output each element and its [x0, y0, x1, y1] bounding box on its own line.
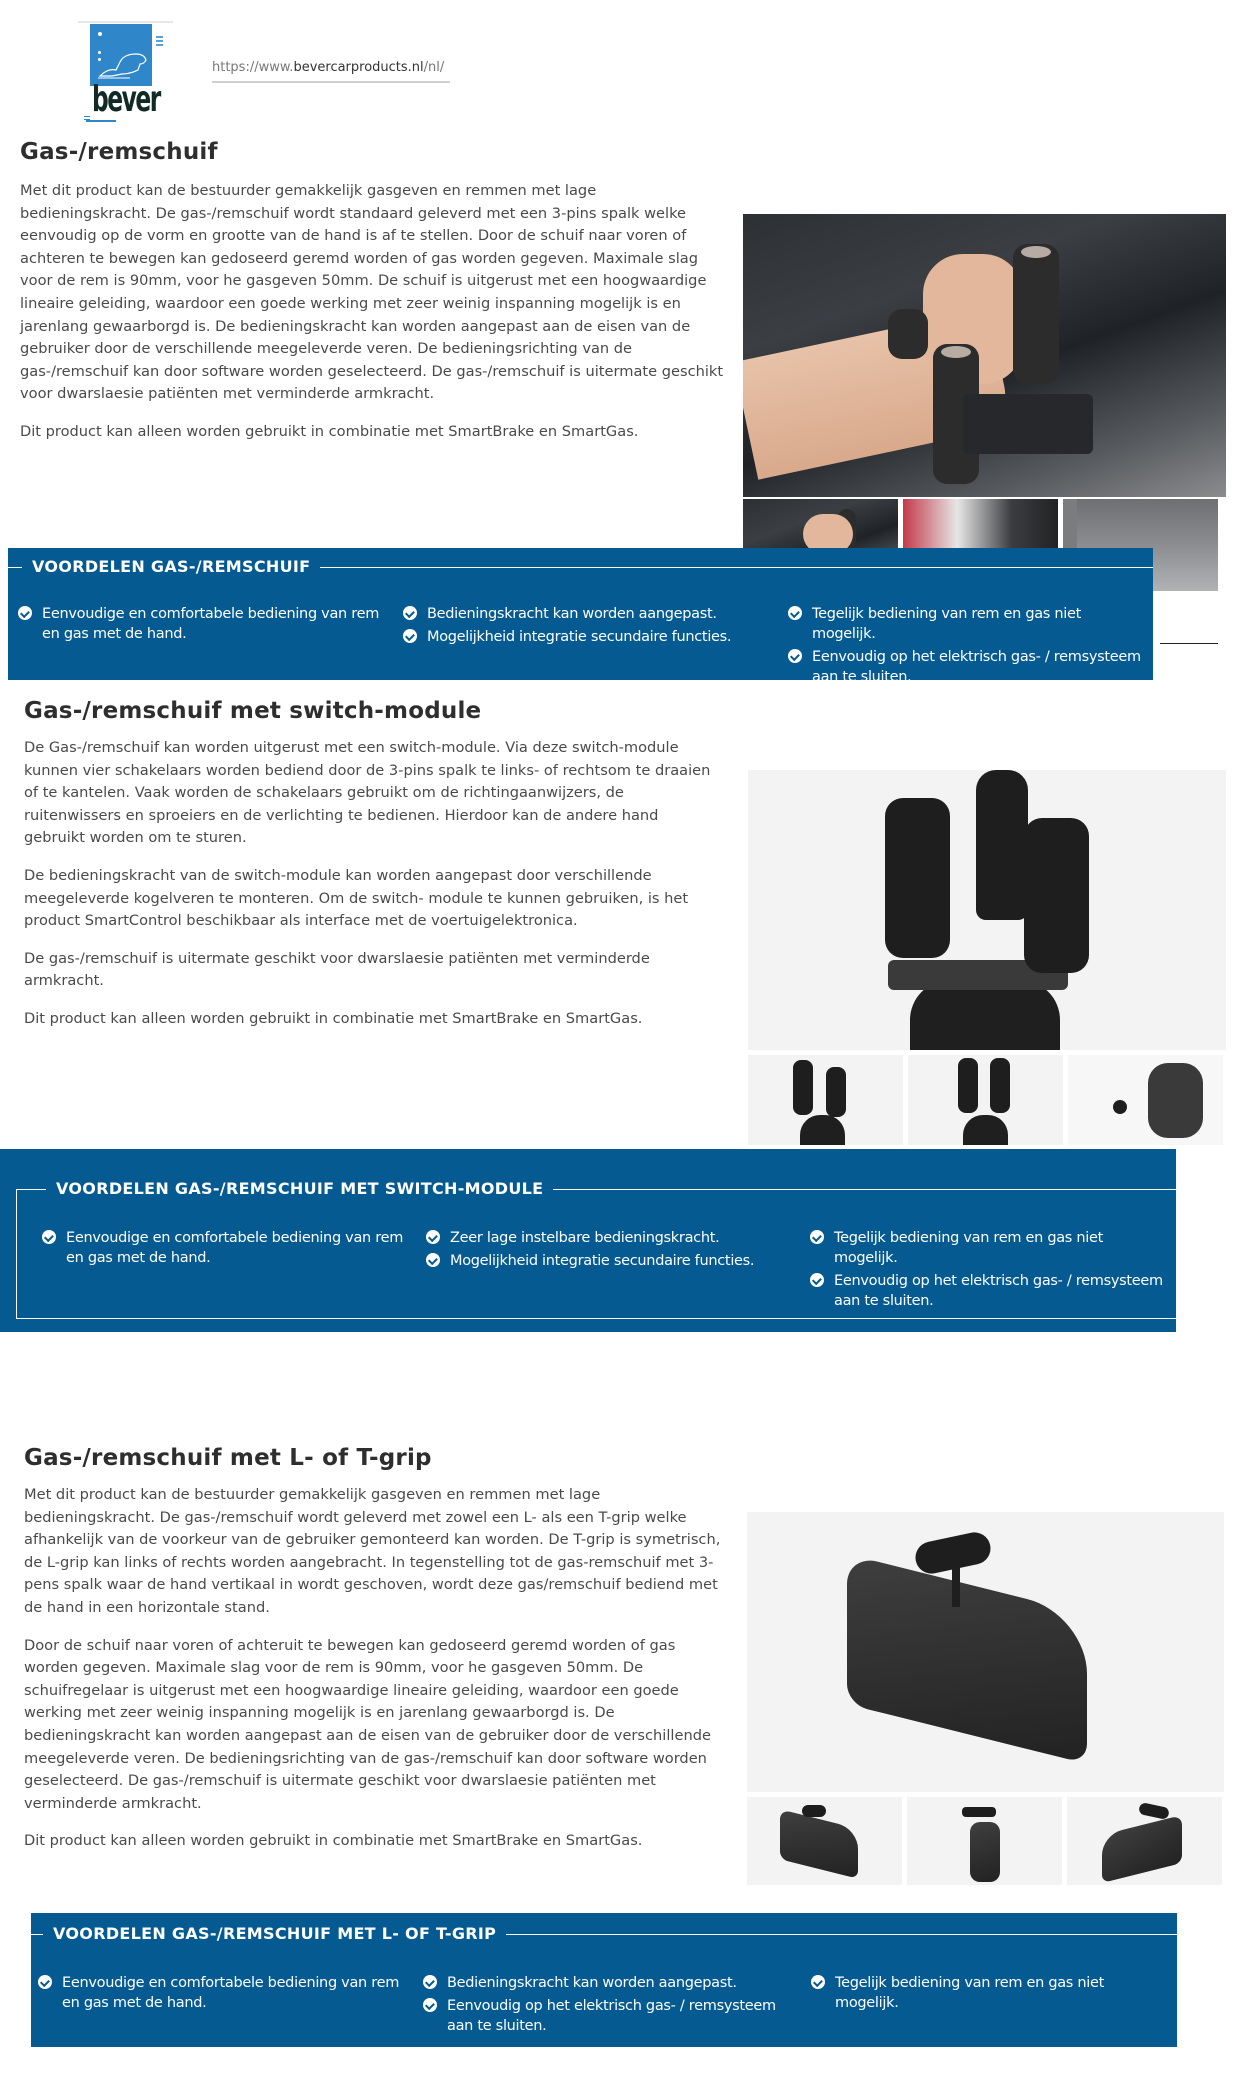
url-suffix: /nl/: [423, 60, 445, 75]
thumbnail-2[interactable]: [907, 1797, 1062, 1885]
check-circle-icon: [788, 649, 802, 663]
benefit-item: Eenvoudige en comfortabele bediening van rem en gas met de hand.: [38, 1973, 408, 2013]
benefit-item: Eenvoudige en comfortabele bediening van rem en gas met de hand.: [18, 604, 388, 644]
thumbnail-1[interactable]: [747, 1797, 902, 1885]
check-circle-icon: [423, 1998, 437, 2012]
check-circle-icon: [18, 606, 32, 620]
logo-menu-icon: [156, 36, 163, 46]
url-prefix: https://www.: [212, 60, 294, 75]
section-body-gas-remschuif: [20, 180, 725, 459]
thumbnail-3[interactable]: [1067, 1797, 1222, 1885]
main-product-image[interactable]: [747, 1512, 1224, 1792]
check-circle-icon: [38, 1975, 52, 1989]
benefit-item: Bedieningskracht kan worden aangepast.: [423, 1973, 783, 1993]
check-circle-icon: [42, 1230, 56, 1244]
decorative-line: [1160, 643, 1218, 644]
section-body-switch-module: [24, 737, 724, 1046]
benefit-item: Eenvoudige en comfortabele bediening van rem en gas met de hand.: [42, 1228, 412, 1268]
section-title-switch-module: Gas-/remschuif met switch-module: [24, 698, 482, 724]
benefits-column-1: [38, 1973, 408, 2016]
benefits-column-2: [423, 1973, 783, 2039]
logo-underline: [86, 120, 116, 122]
benefits-column-2: [403, 604, 773, 650]
benefit-item: Tegelijk bediening van rem en gas niet mogelijk.: [810, 1228, 1170, 1268]
thumbnail-1[interactable]: [748, 1055, 903, 1145]
benefits-title: VOORDELEN GAS-/REMSCHUIF MET L- OF T-GRIP: [43, 1924, 506, 1943]
slider-body-shape: [847, 1554, 1087, 1764]
benefit-item: Zeer lage instelbare bedieningskracht.: [426, 1228, 796, 1248]
check-circle-icon: [811, 1975, 825, 1989]
check-circle-icon: [403, 629, 417, 643]
benefits-title: VOORDELEN GAS-/REMSCHUIF MET SWITCH-MODULE: [46, 1179, 553, 1198]
benefits-banner-gas-remschuif: [8, 548, 1153, 685]
url-bar[interactable]: [212, 60, 450, 83]
benefits-title: VOORDELEN GAS-/REMSCHUIF: [22, 557, 320, 576]
paragraph: Dit product kan alleen worden gebruikt in combinatie met SmartBrake en SmartGas.: [20, 422, 639, 440]
url-domain: bevercarproducts.nl: [293, 60, 424, 75]
check-circle-icon: [810, 1230, 824, 1244]
benefits-column-3: [811, 1973, 1171, 2016]
benefit-item: Mogelijkheid integratie secundaire functies.: [426, 1251, 796, 1271]
grip-shape: [1013, 244, 1059, 384]
benefits-column-3: [788, 604, 1148, 690]
check-circle-icon: [426, 1253, 440, 1267]
benefits-banner-l-t-grip: [31, 1913, 1177, 2047]
paragraph: Met dit product kan de bestuurder gemakkelijk gasgeven en remmen met lage bedieningskracht. De gas-/remschuif wordt standaard geleverd met een 3-pins spalk welke eenvoudig op de vorm en grootte van de hand is af te stellen. Door de schuif naar voren of achteren te bewegen kan gedoseerd geremd worden of gas worden gegeven. Maximale slag voor de rem is 90mm, voor he gasgeven 50mm. De schuif is uitgerust met een hoogwaardige lineaire geleiding, waardoor een goede werking met zeer weinig inspanning mogelijk is en jarenlang gewaarborgd is. De bedieningskracht kan worden aangepast aan de eisen van de gebruiker door de verschillende meegeleverde veren. De bedieningsrichting van de gas-/remschuif kan door software worden geselecteerd. De gas-/remschuif is uitermate geschikt voor dwarslaesie patiënten met verminderde armkracht.: [20, 182, 724, 403]
beaver-icon: [90, 24, 152, 86]
benefit-item: Bedieningskracht kan worden aangepast.: [403, 604, 773, 624]
main-product-image[interactable]: [748, 770, 1226, 1050]
paragraph: Dit product kan alleen worden gebruikt in combinatie met SmartBrake en SmartGas.: [24, 1009, 643, 1027]
benefit-item: Eenvoudig op het elektrisch gas- / remsysteem aan te sluiten.: [810, 1271, 1170, 1311]
benefits-column-3: [810, 1228, 1170, 1314]
paragraph: Door de schuif naar voren of achteruit te bewegen kan gedoseerd geremd worden of gas worden gegeven. Maximale slag voor de rem is 90mm, voor he gasgeven 50mm. De schuifregelaar is uitgerust met een hoogwaardige lineaire geleiding, waardoor een goede werking met zeer weinig inspanning mogelijk is en jarenlang gewaarborgd is. De bedieningskracht kan worden aangepast aan de eisen van de gebruiker door de verschillende meegeleverde veren. De bedieningsrichting van de gas-/remschuif kan door software worden geselecteerd. De gas-/remschuif is uitermate geschikt voor dwarslaesie patiënten met verminderde armkracht.: [24, 1636, 711, 1812]
check-circle-icon: [423, 1975, 437, 1989]
paragraph: Met dit product kan de bestuurder gemakkelijk gasgeven en remmen met lage bedieningskracht. De gas-/remschuif wordt geleverd met zowel een L- als een T-grip welke afhankelijk van de voorkeur van de gebruiker gemonteerd kan worden. De T-grip is symetrisch, de L-grip kan links of rechts worden aangebracht. In tegenstelling tot de gas-remschuif met 3-pens spalk waar de hand vertikaal in wordt geschoven, wordt deze gas/remschuif bediend met de hand in een horizontale stand.: [24, 1486, 721, 1616]
benefit-item: Tegelijk bediening van rem en gas niet mogelijk.: [811, 1973, 1171, 2013]
check-circle-icon: [403, 606, 417, 620]
benefits-column-1: [18, 604, 388, 647]
paragraph: De gas-/remschuif is uitermate geschikt voor dwarslaesie patiënten met verminderde armkracht.: [24, 949, 650, 990]
benefits-column-2: [426, 1228, 796, 1274]
logo-wordmark: bever: [92, 79, 160, 120]
benefits-banner-switch-module: [0, 1149, 1176, 1332]
benefit-item: Mogelijkheid integratie secundaire functies.: [403, 627, 773, 647]
paragraph: De Gas-/remschuif kan worden uitgerust met een switch-module. Via deze switch-module kunnen vier schakelaars worden bediend door de 3-pins spalk te links- of rechtsom te draaien of te kantelen. Vaak worden de schakelaars gebruikt om de richtingaanwijzers, de ruitenwissers en sproeiers en de verlichting te bedienen. Hierdoor kan de andere hand gebruikt worden om te sturen.: [24, 739, 711, 847]
section-body-l-t-grip: [24, 1484, 729, 1868]
main-product-image[interactable]: [743, 214, 1226, 497]
check-circle-icon: [788, 606, 802, 620]
paragraph: De bedieningskracht van de switch-module kan worden aangepast door verschillende meegeleverde kogelveren te monteren. Om de switch- module te kunnen gebruiken, is het product SmartControl beschikbaar als interface met de voertuigelektronica.: [24, 866, 689, 930]
bever-logo[interactable]: [90, 24, 152, 86]
paragraph: Dit product kan alleen worden gebruikt in combinatie met SmartBrake en SmartGas.: [24, 1832, 643, 1850]
benefit-item: Eenvoudig op het elektrisch gas- / remsysteem aan te sluiten.: [423, 1996, 783, 2036]
check-circle-icon: [426, 1230, 440, 1244]
logo-divider: [78, 21, 173, 23]
benefits-column-1: [42, 1228, 412, 1271]
thumbnail-3[interactable]: [1068, 1055, 1223, 1145]
check-circle-icon: [810, 1273, 824, 1287]
section-title-gas-remschuif: Gas-/remschuif: [20, 139, 218, 165]
section-title-l-t-grip: Gas-/remschuif met L- of T-grip: [24, 1445, 432, 1471]
grip-shape: [885, 798, 950, 958]
benefit-item: Eenvoudig op het elektrisch gas- / remsysteem aan te sluiten.: [788, 647, 1148, 687]
benefit-item: Tegelijk bediening van rem en gas niet mogelijk.: [788, 604, 1148, 644]
thumbnail-2[interactable]: [908, 1055, 1063, 1145]
